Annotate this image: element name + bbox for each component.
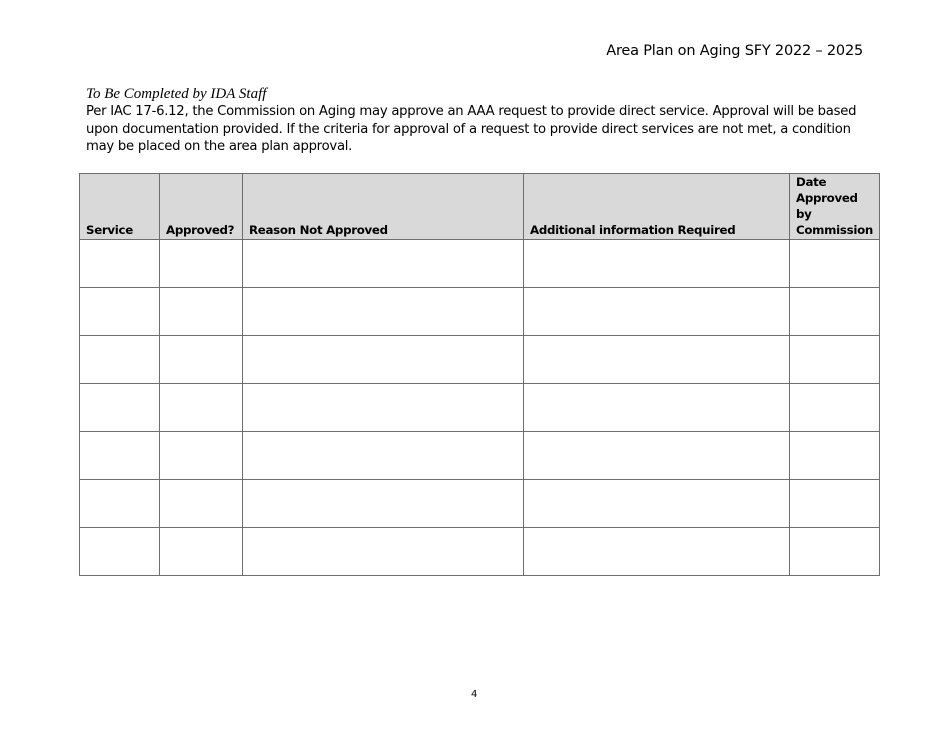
cell-date-approved[interactable]	[790, 384, 880, 432]
cell-service[interactable]	[80, 432, 160, 480]
cell-approved[interactable]	[160, 528, 243, 576]
cell-service[interactable]	[80, 240, 160, 288]
cell-approved[interactable]	[160, 336, 243, 384]
cell-date-approved[interactable]	[790, 240, 880, 288]
cell-additional-info[interactable]	[524, 528, 790, 576]
cell-service[interactable]	[80, 288, 160, 336]
cell-service[interactable]	[80, 336, 160, 384]
column-header-service: Service	[80, 174, 160, 240]
cell-approved[interactable]	[160, 288, 243, 336]
cell-approved[interactable]	[160, 480, 243, 528]
cell-reason-not-approved[interactable]	[243, 528, 524, 576]
cell-additional-info[interactable]	[524, 432, 790, 480]
cell-date-approved[interactable]	[790, 432, 880, 480]
column-header-date-approved: Date Approved by Commission	[790, 174, 880, 240]
cell-date-approved[interactable]	[790, 288, 880, 336]
table-row	[80, 528, 880, 576]
document-header-title: Area Plan on Aging SFY 2022 – 2025	[606, 43, 863, 59]
cell-reason-not-approved[interactable]	[243, 432, 524, 480]
cell-additional-info[interactable]	[524, 480, 790, 528]
intro-paragraph: Per IAC 17-6.12, the Commission on Aging may approve an AAA request to provide direct service. Approval will be based upon documentation provided. If the criteria for approval of a request to provide direct services are not met, a condition may be placed on the area plan approval.	[86, 104, 857, 154]
cell-approved[interactable]	[160, 384, 243, 432]
page-number: 4	[471, 689, 478, 700]
direct-service-approval-table	[79, 173, 880, 576]
cell-reason-not-approved[interactable]	[243, 480, 524, 528]
cell-date-approved[interactable]	[790, 528, 880, 576]
cell-service[interactable]	[80, 384, 160, 432]
cell-reason-not-approved[interactable]	[243, 384, 524, 432]
table-row	[80, 432, 880, 480]
section-heading: To Be Completed by IDA Staff	[86, 86, 267, 102]
cell-additional-info[interactable]	[524, 240, 790, 288]
cell-reason-not-approved[interactable]	[243, 336, 524, 384]
cell-approved[interactable]	[160, 240, 243, 288]
cell-additional-info[interactable]	[524, 384, 790, 432]
column-header-additional-info: Additional information Required	[524, 174, 790, 240]
table-row	[80, 384, 880, 432]
table-row	[80, 240, 880, 288]
column-header-approved: Approved?	[160, 174, 243, 240]
cell-approved[interactable]	[160, 432, 243, 480]
cell-service[interactable]	[80, 528, 160, 576]
cell-date-approved[interactable]	[790, 336, 880, 384]
cell-additional-info[interactable]	[524, 288, 790, 336]
table-row	[80, 288, 880, 336]
table-row	[80, 336, 880, 384]
cell-reason-not-approved[interactable]	[243, 240, 524, 288]
cell-service[interactable]	[80, 480, 160, 528]
column-header-reason-not-approved: Reason Not Approved	[243, 174, 524, 240]
cell-additional-info[interactable]	[524, 336, 790, 384]
cell-date-approved[interactable]	[790, 480, 880, 528]
table-header-row	[80, 174, 880, 240]
table-row	[80, 480, 880, 528]
cell-reason-not-approved[interactable]	[243, 288, 524, 336]
